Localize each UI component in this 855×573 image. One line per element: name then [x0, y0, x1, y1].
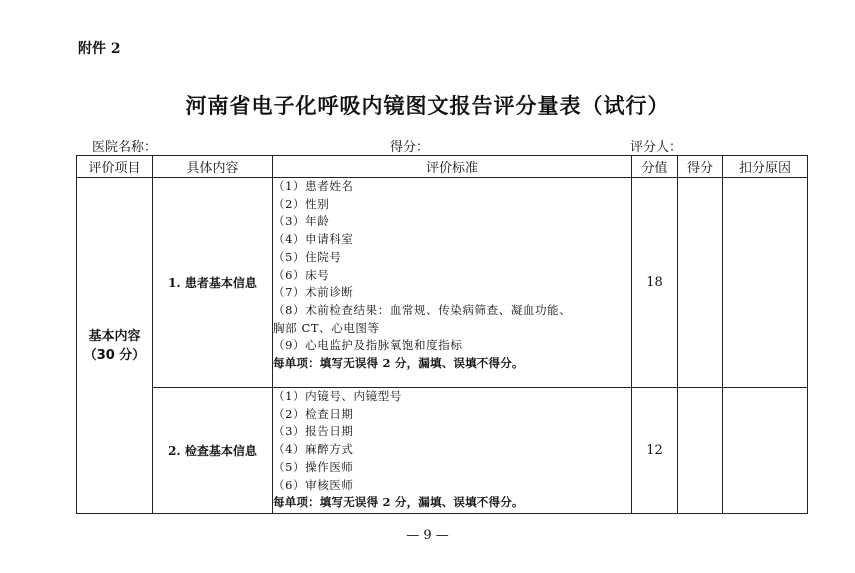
- criteria-cell: [273, 388, 632, 514]
- criteria-item: （5）操作医师: [273, 459, 354, 474]
- criteria-item: （3）年龄: [273, 214, 330, 229]
- table-row: [77, 178, 808, 388]
- score-cell: [678, 388, 723, 514]
- criteria-item: （2）检查日期: [273, 406, 354, 421]
- scoring-table: [76, 155, 808, 514]
- deduction-reason-cell: [723, 178, 808, 388]
- criteria-item: （5）住院号: [273, 249, 342, 264]
- scoring-rule: 每单项：填写无误得 2 分，漏填、误填不得分。: [273, 356, 524, 371]
- criteria-item: （1）内镜号、内镜型号: [273, 389, 402, 403]
- content-cell: 2. 检查基本信息: [153, 388, 273, 514]
- header-evaluation-item: 评价项目: [77, 156, 153, 178]
- criteria-item: （4）麻醉方式: [273, 442, 354, 457]
- scoring-rule: 每单项：填写无误得 2 分，漏填、误填不得分。: [273, 495, 524, 510]
- table-header-row: [77, 156, 808, 178]
- hospital-name-label: 医院名称：: [92, 140, 158, 155]
- criteria-item: （6）床号: [273, 267, 330, 282]
- table-row: [77, 388, 808, 514]
- criteria-cell: [273, 178, 632, 388]
- criteria-item: （9）心电监护及指脉氧饱和度指标: [273, 338, 463, 353]
- criteria-item: （1）患者姓名: [273, 179, 354, 193]
- criteria-item: （7）术前诊断: [273, 285, 354, 300]
- category-name: 基本内容: [88, 328, 141, 344]
- total-score-label: 得分：: [390, 140, 430, 155]
- criteria-item: （2）性别: [273, 196, 330, 211]
- category-cell: [77, 178, 153, 514]
- header-score: 得分: [678, 156, 723, 178]
- category-points: （30 分）: [83, 347, 146, 363]
- criteria-item: （8）术前检查结果：血常规、传染病筛查、凝血功能、: [273, 302, 572, 317]
- content-cell: 1. 患者基本信息: [153, 178, 273, 388]
- page-title: 河南省电子化呼吸内镜图文报告评分量表（试行）: [185, 93, 670, 118]
- attachment-label: 附件 2: [78, 41, 121, 57]
- criteria-item: （6）审核医师: [273, 477, 354, 492]
- deduction-reason-cell: [723, 388, 808, 514]
- criteria-item: （3）报告日期: [273, 424, 354, 439]
- header-specific-content: 具体内容: [153, 156, 273, 178]
- reviewer-label: 评分人：: [630, 140, 683, 155]
- score-cell: [678, 178, 723, 388]
- criteria-item: （4）申请科室: [273, 232, 354, 247]
- header-deduction-reason: 扣分原因: [723, 156, 808, 178]
- points-value: 12: [632, 388, 678, 514]
- page-number: — 9 —: [406, 528, 449, 543]
- points-value: 18: [632, 178, 678, 388]
- header-points: 分值: [632, 156, 678, 178]
- header-evaluation-criteria: 评价标准: [273, 156, 632, 178]
- criteria-item: 胸部 CT、心电图等: [273, 320, 380, 335]
